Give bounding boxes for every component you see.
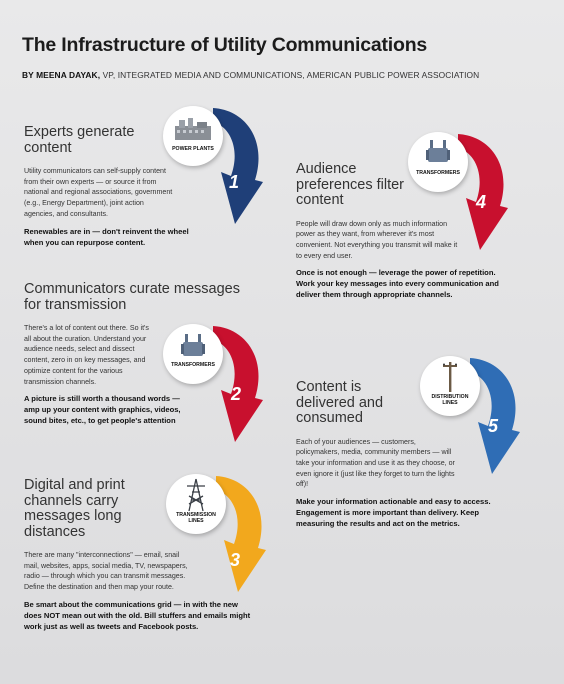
- byline: [22, 70, 479, 80]
- step-4-number: 4: [476, 192, 487, 212]
- author-role: VP, INTEGRATED MEDIA AND COMMUNICATIONS, AMERICAN PUBLIC POWER ASSOCIATION: [100, 70, 480, 80]
- step-5-badge-label: DISTRIBUTION LINES: [431, 394, 469, 406]
- section-2-body: There's a lot of content out there. So it's all about the curation. Understand your audience needs, select and dissect content, zero in on key messages, and optimize content for the various transmission channels.: [24, 324, 149, 386]
- section-5-takeaway: Make your information actionable and easy to access. Engagement is more important than delivery. Keep measuring the results and act on the metrics.: [296, 497, 491, 529]
- section-1-takeaway: Renewables are in — don't reinvent the wheel when you can repurpose content.: [24, 226, 189, 247]
- step-1-badge: [155, 100, 270, 230]
- step-2-number: 2: [231, 384, 242, 404]
- section-5-heading: Content is delivered and consumed: [296, 379, 384, 426]
- section-1-heading: Experts generate content: [24, 124, 135, 156]
- section-4-heading: Audience preferences filter content: [296, 161, 404, 208]
- step-5-badge: [412, 350, 527, 480]
- transmission-tower-icon: [185, 478, 207, 512]
- utility-pole-icon: [440, 360, 460, 392]
- step-1-badge-label: POWER PLANTS: [172, 146, 214, 152]
- step-2-badge-label: TRANSFORMERS: [171, 362, 215, 368]
- section-4-takeaway: Once is not enough — leverage the power of repetition. Work your key messages into every communication and deliver them through appropriate channels.: [296, 268, 499, 300]
- step-3-badge: [158, 468, 273, 598]
- power-plant-icon: [173, 116, 213, 142]
- step-1-number: 1: [229, 172, 240, 192]
- author-name: BY MEENA DAYAK,: [22, 70, 101, 80]
- step-4-badge: [400, 126, 515, 256]
- transformer-icon: [425, 138, 451, 166]
- step-3-badge-label: TRANSMISSION LINES: [176, 512, 216, 524]
- section-2-takeaway: A picture is still worth a thousand words — amp up your content with graphics, videos, sound bites, etc., to get people's attention: [24, 394, 181, 426]
- step-3-number: 3: [230, 550, 241, 570]
- step-5-number: 5: [488, 416, 499, 436]
- section-3-takeaway: Be smart about the communications grid — in with the new does NOT mean out with the old. Bill stuffers and emails might work just as well as tweets and Facebook posts.: [24, 599, 251, 631]
- page-title: The Infrastructure of Utility Communications: [22, 34, 428, 56]
- transformer-icon: [180, 332, 206, 360]
- section-2-heading: Communicators curate messages for transmission: [24, 281, 240, 313]
- step-4-badge-label: TRANSFORMERS: [416, 170, 460, 176]
- section-5-body: Each of your audiences — customers, policymakers, media, community members — will take your information and use it as they choose, or even ignore it (just like they forget to turn the lights off)!: [296, 437, 455, 489]
- section-3-heading: Digital and print channels carry messages long distances: [24, 477, 125, 540]
- step-2-badge: [155, 318, 270, 448]
- section-4-body: People will draw down only as much information power as they want, from wherever it's most convenient. Not everything you transmit will make it to every end user.: [296, 219, 458, 260]
- section-3-body: There are many "interconnections" — email, snail mail, websites, apps, social media, TV, newspapers, radio — through which you can transmit messages. Define the destination and then map your route.: [24, 551, 188, 592]
- section-1-body: Utility communicators can self-supply content from their own experts — or source it from national and regional associations, government (e.g., Energy Department), joint action agencies, and consultants.: [24, 167, 173, 218]
